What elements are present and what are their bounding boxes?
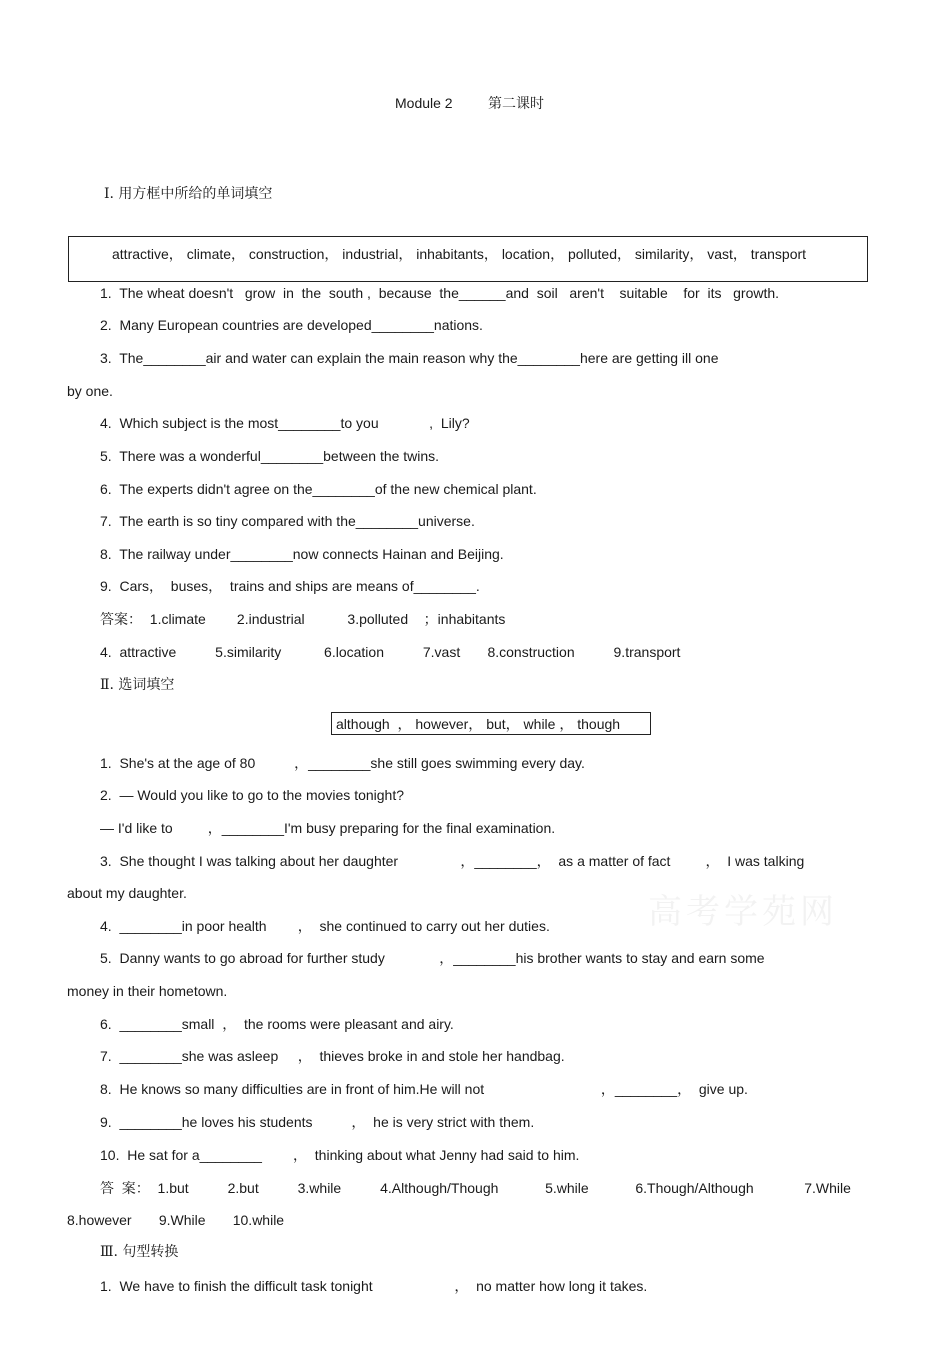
s2-question-6: 6. ________small ， the rooms were pleasant and airy. xyxy=(100,1016,454,1032)
s2-question-3: 3. She thought I was talking about her daughter ，________， as a matter of fact ， I was talking xyxy=(100,853,805,869)
s1-question-6: 6. The experts didn't agree on the________of the new chemical plant. xyxy=(100,481,537,497)
s2-question-3-cont: about my daughter. xyxy=(67,885,187,901)
s2-question-4: 4. ________in poor health ， she continued to carry out her duties. xyxy=(100,918,550,934)
s1-question-9: 9. Cars， buses， trains and ships are means of________. xyxy=(100,578,480,594)
section3-heading: Ⅲ. 句型转换 xyxy=(100,1244,179,1260)
s2-question-5-cont: money in their hometown. xyxy=(67,983,228,999)
s2-question-7: 7. ________she was asleep ， thieves broke in and stole her handbag. xyxy=(100,1048,565,1064)
lesson-title: 第二课时 xyxy=(488,95,544,111)
section2-heading: Ⅱ. 选词填空 xyxy=(100,677,175,693)
s1-question-1: 1. The wheat doesn't grow in the south , because the______and soil aren't suitable for its growth. xyxy=(100,285,780,301)
s3-question-1: 1. We have to finish the difficult task tonight ， no matter how long it takes. xyxy=(100,1278,648,1294)
s1-answers-2: 4. attractive 5.similarity 6.location 7.vast 8.construction 9.transport xyxy=(100,644,681,660)
s2-question-2: 2. — Would you like to go to the movies tonight? xyxy=(100,787,405,803)
s1-answers-1: 答案： 1.climate 2.industrial 3.polluted ；inhabitants xyxy=(100,611,506,627)
s1-question-2: 2. Many European countries are developed________nations. xyxy=(100,317,483,333)
s1-question-8: 8. The railway under________now connects Hainan and Beijing. xyxy=(100,546,504,562)
s1-question-3: 3. The________air and water can explain the main reason why the________here are getting ill one xyxy=(100,350,719,366)
s1-question-7: 7. The earth is so tiny compared with the________universe. xyxy=(100,513,475,529)
s2-question-8: 8. He knows so many difficulties are in front of him.He will not ，________， give up. xyxy=(100,1081,748,1097)
s1-question-4: 4. Which subject is the most________to you , Lily? xyxy=(100,415,470,431)
section1-heading: Ⅰ. 用方框中所给的单词填空 xyxy=(104,186,273,202)
s2-answers-2: 8.however 9.While 10.while xyxy=(67,1212,285,1228)
s2-question-2-reply: — I'd like to ，________I'm busy preparing for the final examination. xyxy=(100,820,556,836)
s2-question-1: 1. She's at the age of 80 ，________she still goes swimming every day. xyxy=(100,755,585,771)
watermark: 高考学苑网 xyxy=(648,892,838,932)
section2-word-list: although ， however， but， while ， though xyxy=(336,716,621,732)
module-title: Module 2 xyxy=(395,95,453,111)
s2-question-5: 5. Danny wants to go abroad for further study ，________his brother wants to stay and earn some xyxy=(100,950,765,966)
s1-question-3-cont: by one. xyxy=(67,383,113,399)
section1-word-list: attractive， climate， construction， industrial， inhabitants， location， polluted， similarity， vast， transport xyxy=(112,246,807,262)
s1-question-5: 5. There was a wonderful________between the twins. xyxy=(100,448,440,464)
s2-question-9: 9. ________he loves his students ， he is very strict with them. xyxy=(100,1114,535,1130)
s2-answers-1: 答 案： 1.but 2.but 3.while 4.Although/Though 5.while 6.Though/Although 7.While xyxy=(100,1180,851,1196)
s2-question-10: 10. He sat for a________ ， thinking about what Jenny had said to him. xyxy=(100,1147,580,1163)
